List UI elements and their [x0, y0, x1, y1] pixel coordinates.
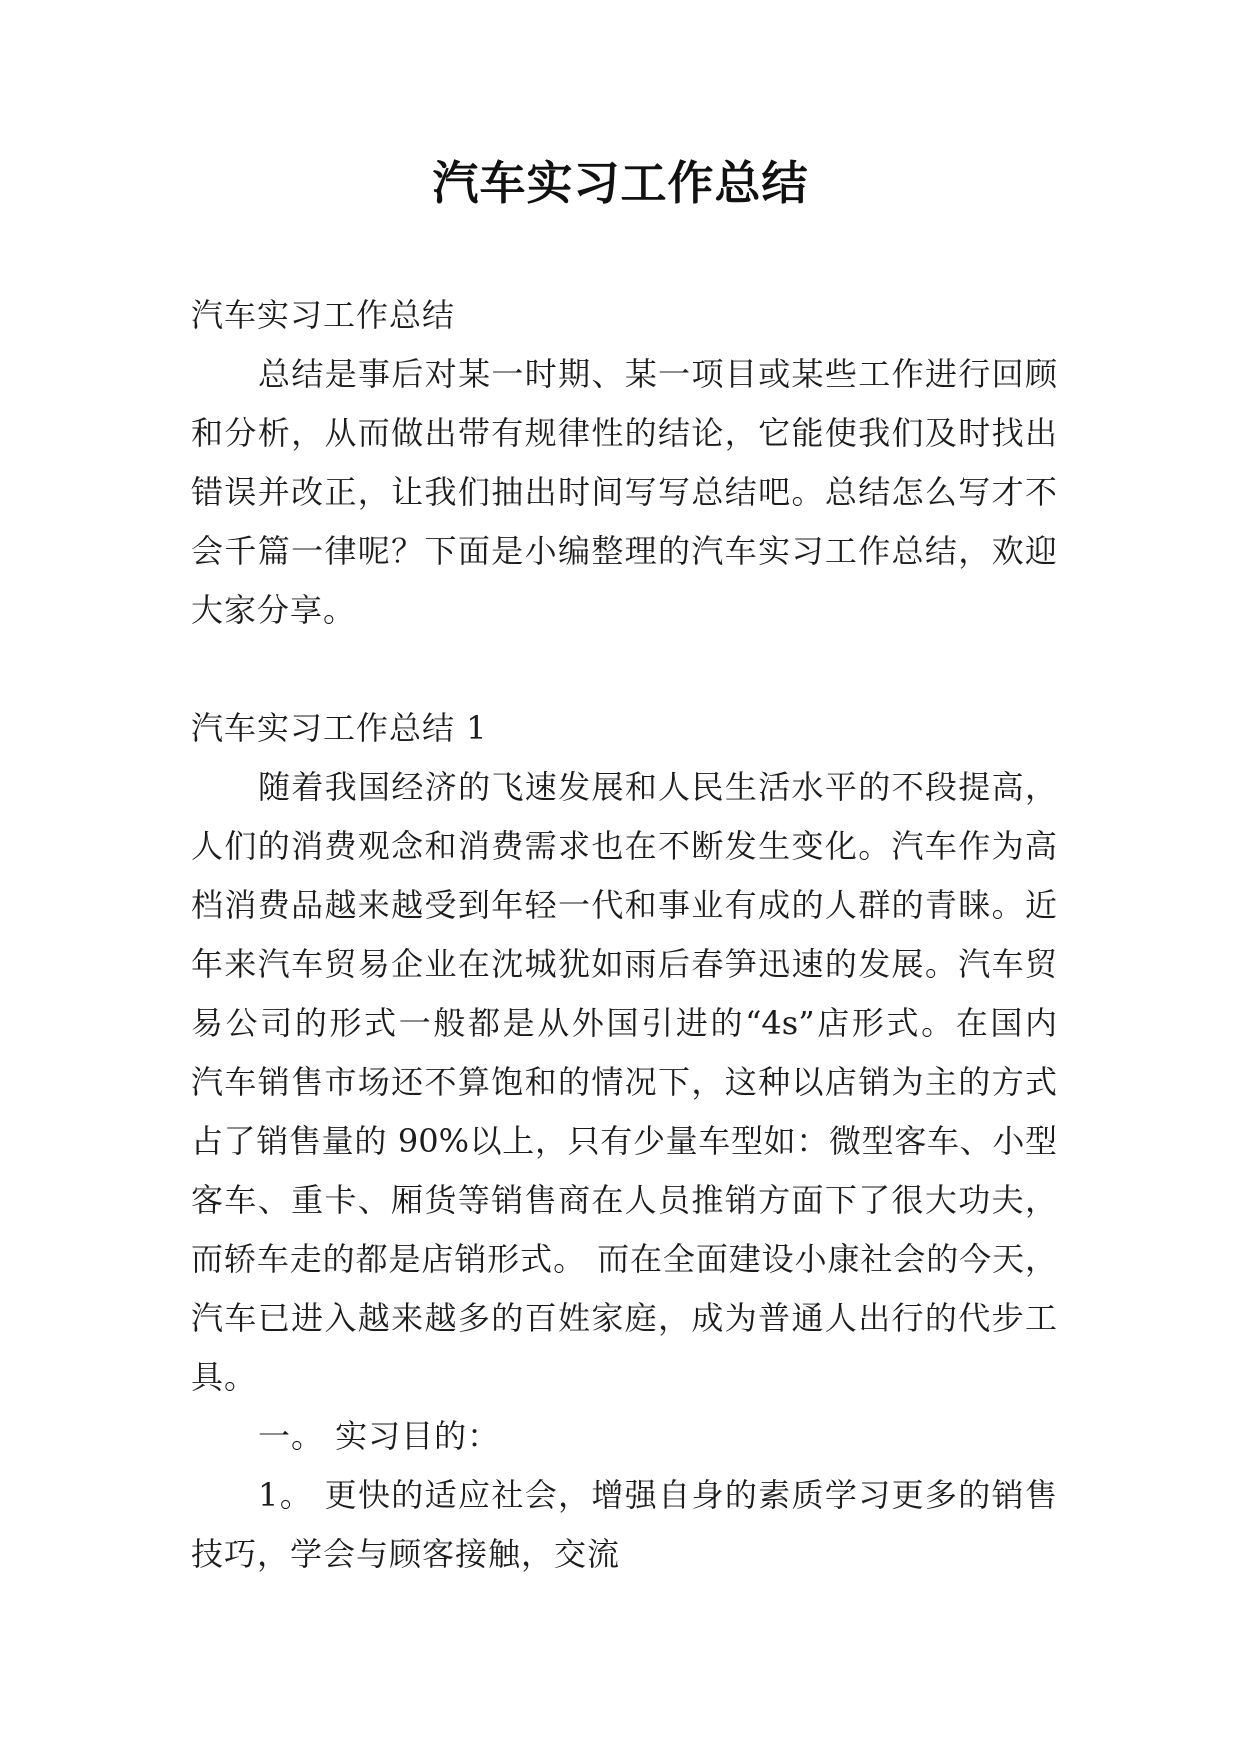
list-item-line: 1。 更快的适应社会，增强自身的素质学习更多的销售: [258, 1476, 1057, 1514]
paragraph-line: 易公司的形式一般都是从外国引进的“4s”店形式。在国内: [191, 1004, 1057, 1042]
paragraph-line: 总结是事后对某一时期、某一项目或某些工作进行回顾: [258, 355, 1057, 393]
paragraph-line: 而轿车走的都是店销形式。 而在全面建设小康社会的今天，: [191, 1240, 1057, 1278]
document-title: 汽车实习工作总结: [432, 156, 809, 210]
paragraph-line: 占了销售量的 90%以上，只有少量车型如：微型客车、小型: [191, 1122, 1057, 1160]
paragraph-line: 错误并改正，让我们抽出时间写写总结吧。总结怎么写才不: [191, 473, 1057, 511]
list-item: [191, 1466, 1057, 1584]
paragraph-line: 年来汽车贸易企业在沈城犹如雨后春笋迅速的发展。汽车贸: [191, 945, 1057, 983]
section-heading: 汽车实习工作总结 1: [191, 709, 488, 747]
paragraph-line: 汽车销售市场还不算饱和的情况下，这种以店销为主的方式: [191, 1063, 1057, 1101]
intro-paragraph: [191, 345, 1057, 640]
paragraph-line: 和分析，从而做出带有规律性的结论，它能使我们及时找出: [191, 414, 1057, 452]
paragraph-line: 随着我国经济的飞速发展和人民生活水平的不段提高，: [258, 768, 1057, 806]
paragraph-line: 档消费品越来越受到年轻一代和事业有成的人群的青睐。近: [191, 886, 1057, 924]
list-item-line: 技巧，学会与顾客接触，交流: [191, 1535, 621, 1573]
section-paragraph: [191, 758, 1057, 1407]
document-body: [191, 286, 1057, 1584]
paragraph-line: 汽车已进入越来越多的百姓家庭，成为普通人出行的代步工: [191, 1299, 1057, 1337]
paragraph-line: 客车、重卡、厢货等销售商在人员推销方面下了很大功夫，: [191, 1181, 1057, 1219]
paragraph-line: 具。: [191, 1358, 258, 1396]
paragraph-line: 会千篇一律呢？下面是小编整理的汽车实习工作总结，欢迎: [191, 532, 1057, 570]
subsection-heading: 一。 实习目的：: [258, 1417, 501, 1455]
blank-line: [191, 640, 1057, 699]
paragraph-line: 大家分享。: [191, 591, 357, 629]
subheading: 汽车实习工作总结: [191, 296, 456, 334]
paragraph-line: 人们的消费观念和消费需求也在不断发生变化。汽车作为高: [191, 827, 1057, 865]
